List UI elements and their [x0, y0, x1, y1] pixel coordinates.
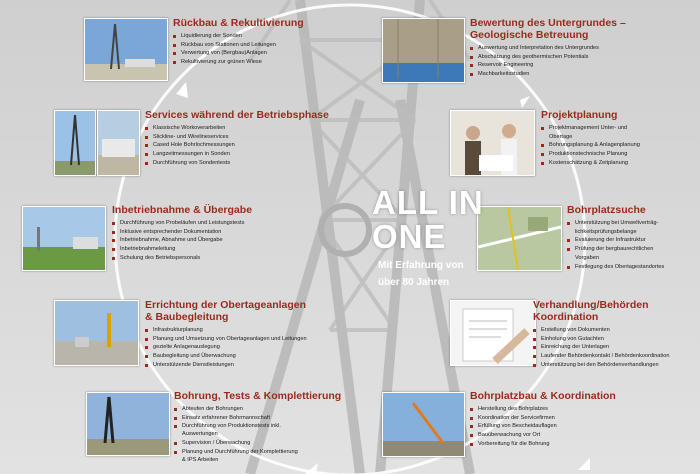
list-item: Bauüberwachung vor Ort — [470, 431, 616, 440]
experience-line-1: Mit Erfahrung von — [378, 260, 464, 271]
list-item: Klassische Workoverarbeiten — [145, 124, 329, 133]
section-services — [145, 109, 329, 168]
crane-photo-bohrplatzbau — [382, 392, 465, 457]
headline-line-2: ONE — [372, 218, 447, 255]
section-verhandlung — [533, 299, 669, 370]
section-title: Bohrplatzbau & Koordination — [470, 390, 616, 402]
list-item: Unterstützung bei Umweltverträg- — [567, 219, 664, 228]
list-item: Projektmanagement Unter- und — [541, 124, 640, 133]
rig-photo-rueckbau — [84, 18, 168, 81]
list-item: Durchführung von Sondentests — [145, 159, 329, 168]
list-item: Reservoir Engineering — [470, 61, 626, 70]
list-item: Cased Hole Bohrlochmessungen — [145, 141, 329, 150]
section-inbetriebnahme — [112, 204, 252, 263]
list-item: Durchführung von Probeläufen und Leistungstests — [112, 219, 252, 228]
list-item: Unterstützende Dienstleistungen — [145, 361, 307, 370]
list-item: Auswertung und Interpretation des Untergrundes — [470, 44, 626, 53]
list-item: Einsatz erfahrener Bohrmannschaft — [174, 414, 341, 423]
list-item-continuation: Obertage — [549, 133, 573, 140]
list-item: Einreichung der Unterlagen — [533, 343, 669, 352]
list-item: Abteufen der Bohrungen — [174, 405, 341, 414]
list-item: Einholung von Gutachten — [533, 335, 669, 344]
list-item: Inbetriebnahme, Abnahme und Übergabe — [112, 236, 252, 245]
section-title-line-1: Verhandlung/Behörden — [533, 299, 649, 311]
list-item: Inbetriebnahmeleitung — [112, 245, 252, 254]
all-in-one-headline — [372, 186, 484, 288]
list-item: gezielte Anlagenauslegung — [145, 343, 307, 352]
list-item: Erfüllung von Bescheidauflagen — [470, 422, 616, 431]
list-item: Unterstützung bei den Behördenverhandlungen — [533, 361, 669, 370]
list-item: Koordination der Servicefirmen — [470, 414, 616, 423]
list-item: Laufender Behördenkontakt / Behördenkoordination — [533, 352, 669, 361]
list-item-continuation: & IPS Arbeiten — [182, 457, 219, 464]
list-item: Langzeitmessungen in Sonden — [145, 150, 329, 159]
section-title: Services während der Betriebsphase — [145, 109, 329, 121]
list-item: Planung und Umsetzung von Obertageanlagen und Leitungen — [145, 335, 307, 344]
list-item: Machbarkeitsstudien — [470, 70, 626, 79]
plant-photo-inbetrieb — [22, 206, 106, 271]
list-item: Baubegleitung und Überwachung — [145, 352, 307, 361]
section-title-line-2: & Baubegleitung — [145, 311, 229, 323]
list-item: Rekultivierung zur grünen Wiese — [173, 58, 304, 67]
section-title: Inbetriebnahme & Übergabe — [112, 204, 253, 216]
list-item: Verwertung von (Bergbau)Anlagen — [173, 49, 304, 58]
list-item: Vorbereitung für die Bohrung — [470, 440, 616, 449]
list-item-continuation: Auswertungen — [182, 431, 218, 438]
rig-photo-services-1 — [54, 110, 96, 176]
rig-photo-bohrung — [86, 392, 170, 456]
list-item: Infrastrukturplanung — [145, 326, 307, 335]
list-item-continuation: lichkeitsprüfungsbelange — [575, 228, 637, 235]
section-title-line-1: Bewertung des Untergrundes – — [470, 17, 626, 29]
section-title: Projektplanung — [541, 109, 618, 121]
section-title: Bohrung, Tests & Komplettierung — [174, 390, 342, 402]
list-item: Liquidierung der Sonden — [173, 32, 304, 41]
section-title: Rückbau & Rekultivierung — [173, 17, 304, 29]
list-item: Supervision / Überwachung — [174, 439, 341, 448]
list-item: Abschätzung des geothermischen Potentials — [470, 53, 626, 62]
list-item: Schulung des Betriebspersonals — [112, 254, 252, 263]
section-title: Bohrplatzsuche — [567, 204, 646, 216]
section-title-line-2: Koordination — [533, 311, 599, 323]
list-item: Festlegung des Obertagestandortes — [567, 263, 664, 272]
list-item: Durchführung von Produktionstests inkl. — [174, 422, 341, 431]
list-item: Slickline- und Wirelineservices — [145, 133, 329, 142]
section-rueckbau — [173, 17, 304, 67]
list-item: Bohrungsplanung & Anlagenplanung — [541, 141, 640, 150]
headline-line-1: ALL IN — [372, 184, 484, 221]
document-photo-verhandlung — [450, 300, 536, 366]
section-projektplanung — [541, 109, 640, 168]
list-item: Planung und Durchführung der Komplettierung — [174, 448, 341, 457]
site-photo-errichtung — [54, 300, 139, 366]
list-item: Erstellung von Dokumenten — [533, 326, 669, 335]
core-photo-bewertung — [382, 18, 465, 83]
truck-photo-services-2 — [97, 110, 140, 176]
experience-line-2: über 80 Jahren — [378, 277, 450, 288]
list-item: Herstellung des Bohrplatzes — [470, 405, 616, 414]
section-bohrplatzsuche — [567, 204, 664, 271]
map-photo-bohrplatzsuche — [477, 206, 562, 271]
list-item: Produktionstechnische Planung — [541, 150, 640, 159]
section-title-line-1: Errichtung der Obertageanlagen — [145, 299, 307, 311]
section-title-line-2: Geologische Betreuung — [470, 29, 589, 41]
section-bohrung — [174, 390, 341, 465]
planning-photo-projekt — [450, 110, 535, 176]
list-item: Rückbau von Stationen und Leitungen — [173, 41, 304, 50]
section-bewertung — [470, 17, 626, 79]
list-item: Inklusive entsprechender Dokumentation — [112, 228, 252, 237]
list-item-continuation: Vorgaben — [575, 254, 599, 261]
section-errichtung — [145, 299, 307, 370]
list-item: Kostenschätzung & Zeitplanung — [541, 159, 640, 168]
list-item: Evaluierung der Infrastruktur — [567, 236, 664, 245]
list-item: Prüfung der bergbaurechtlichen — [567, 245, 664, 254]
section-bohrplatzbau — [470, 390, 616, 449]
